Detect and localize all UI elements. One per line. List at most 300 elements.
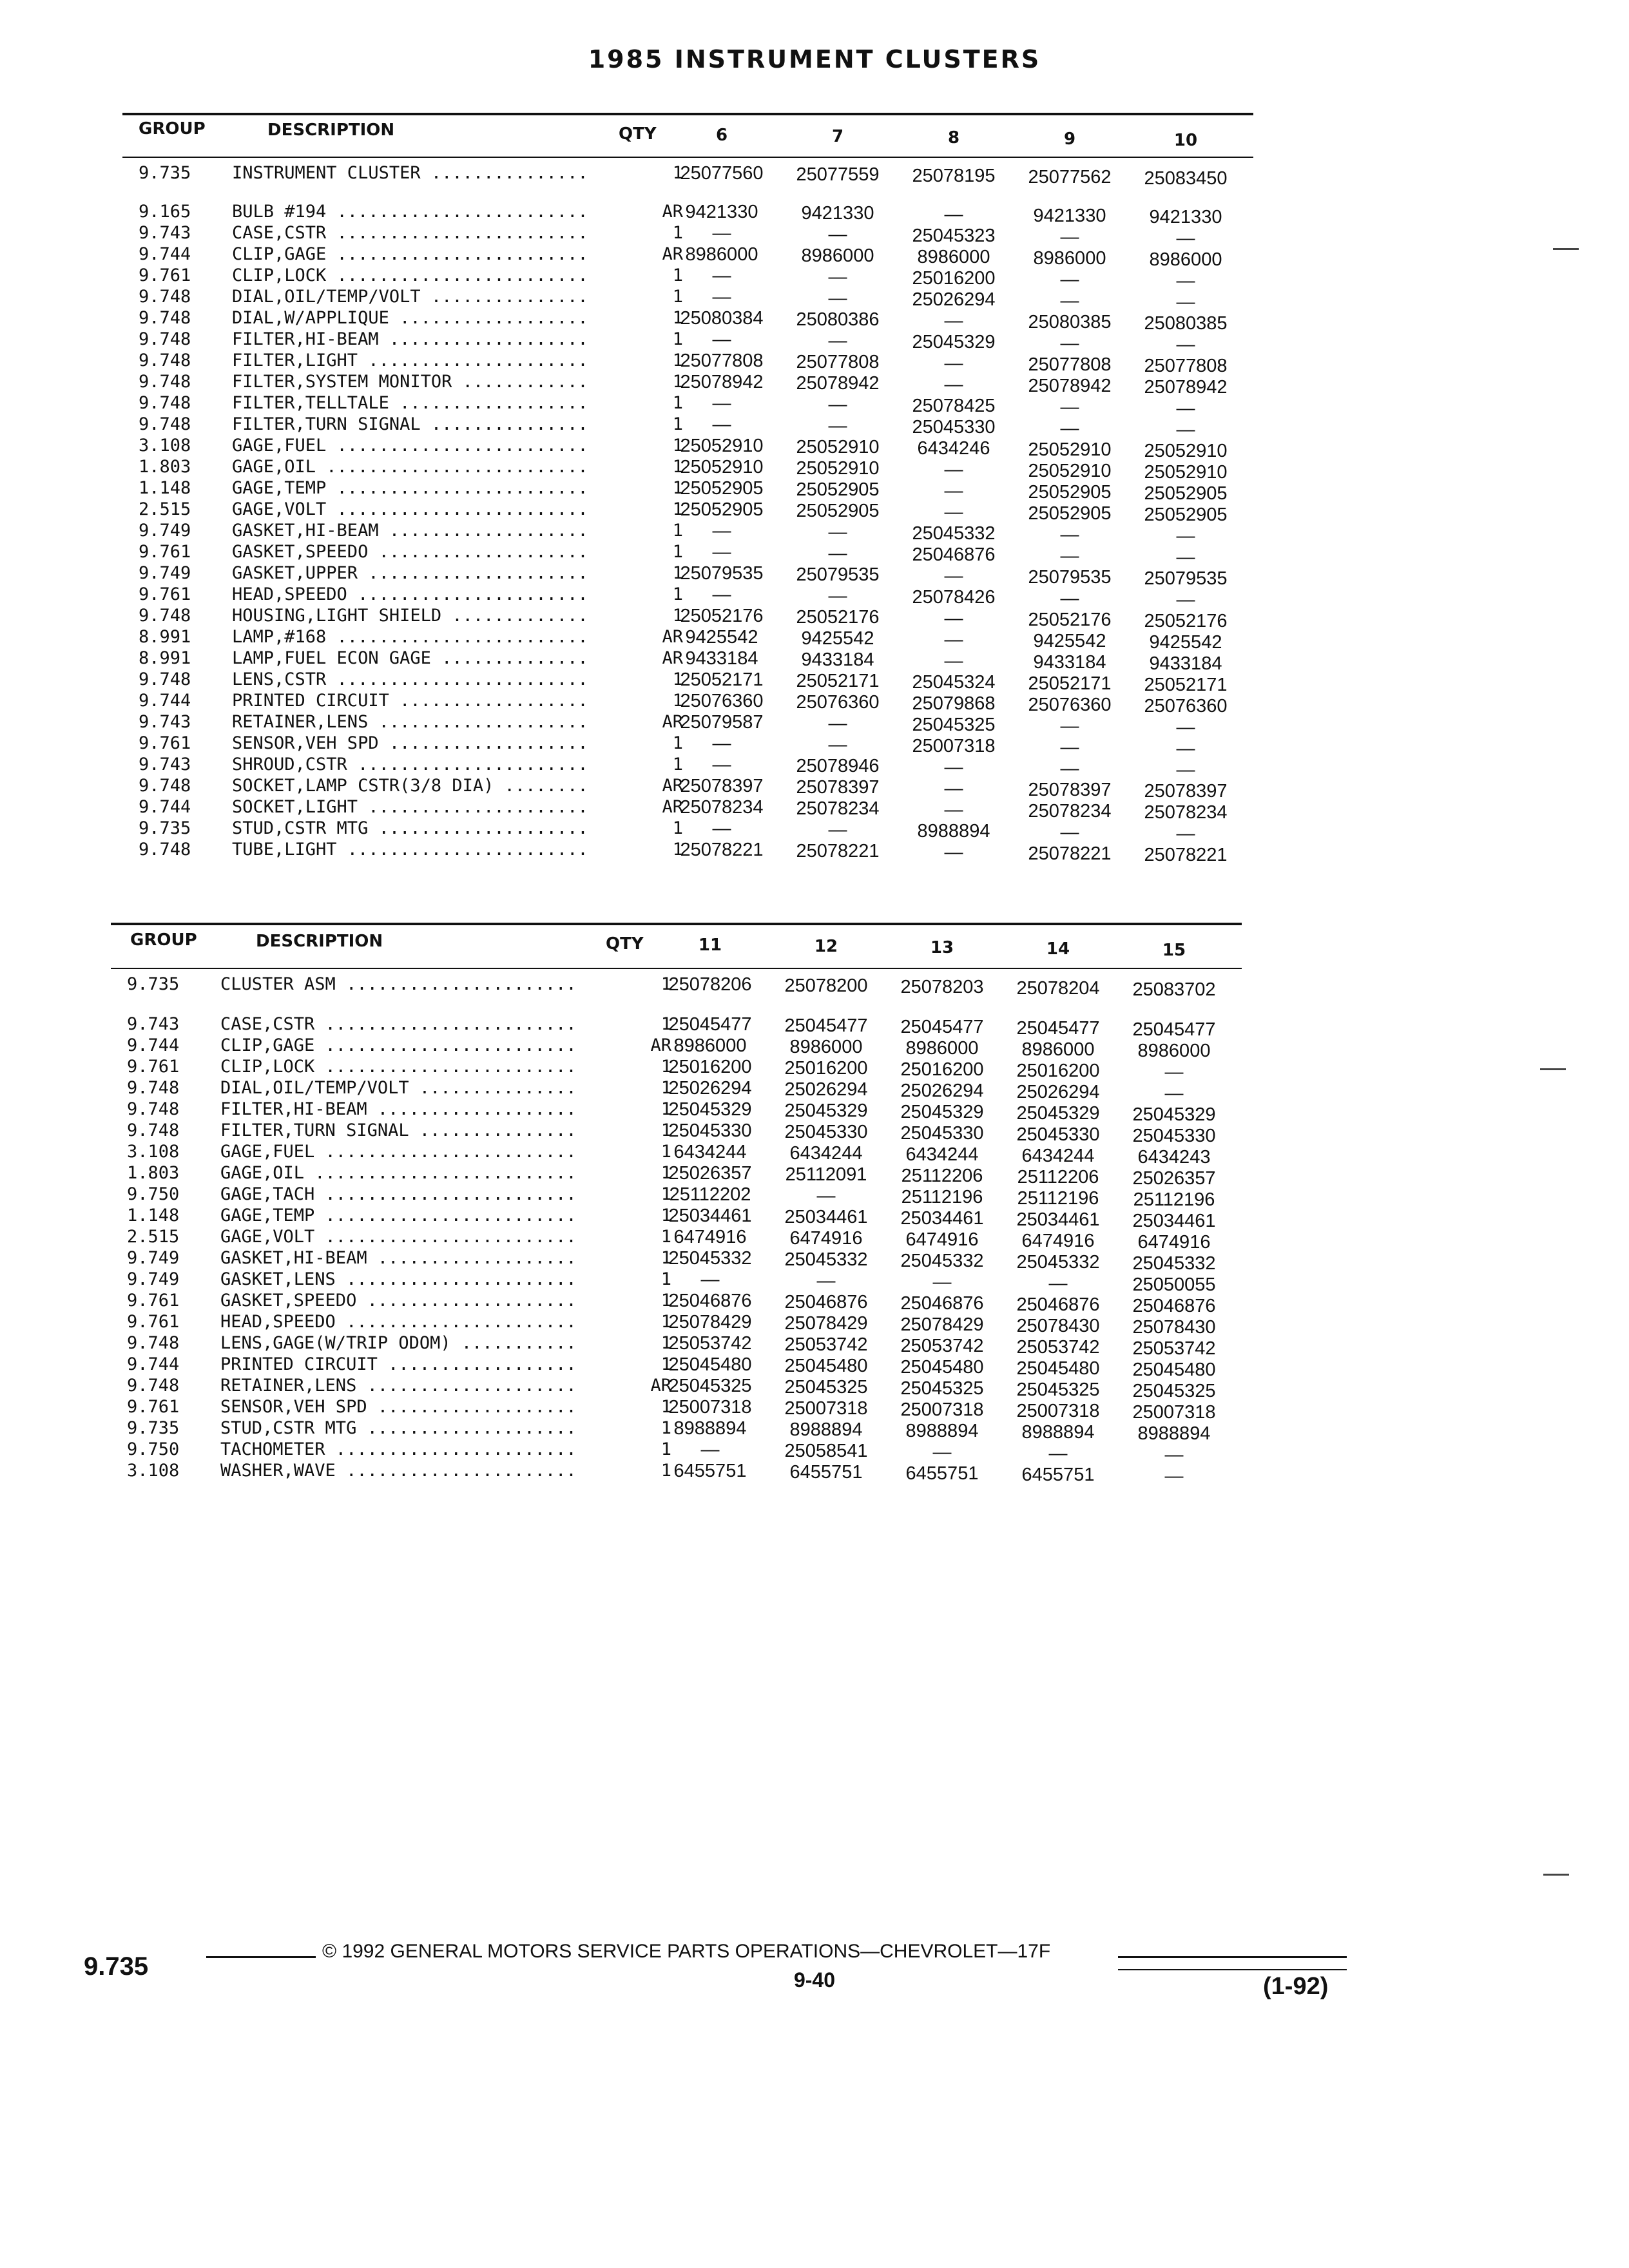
part-number: — <box>944 204 963 225</box>
part-number: 25078234 <box>1028 801 1112 822</box>
part-number: — <box>712 818 731 839</box>
quantity: 1 <box>660 1312 671 1332</box>
part-number: 25045480 <box>784 1356 868 1376</box>
quantity: 1 <box>660 1269 671 1289</box>
part-number: 25045477 <box>1016 1018 1100 1039</box>
part-number: 25079587 <box>680 712 764 733</box>
quantity: 1 <box>672 691 683 711</box>
table-1-body <box>139 163 1253 872</box>
part-description: GASKET,HI-BEAM ................... <box>220 1248 577 1268</box>
part-number: 8986000 <box>1021 1039 1095 1060</box>
part-description: TUBE,LIGHT ....................... <box>232 840 588 860</box>
part-number: 25078221 <box>680 840 764 860</box>
part-number: 25007318 <box>912 736 996 756</box>
part-number: 25045329 <box>668 1099 752 1120</box>
group-number: 9.749 <box>127 1269 180 1289</box>
group-number: 9.743 <box>139 712 191 732</box>
part-number: 25045324 <box>912 672 996 693</box>
group-number: 1.148 <box>139 478 191 498</box>
part-description: GASKET,LENS ...................... <box>220 1269 577 1289</box>
part-number: 25045477 <box>900 1017 984 1037</box>
part-number: 25078429 <box>900 1314 984 1335</box>
part-number: — <box>1176 334 1195 355</box>
margin-mark <box>1543 1874 1569 1876</box>
part-description: HEAD,SPEEDO ...................... <box>232 584 588 604</box>
group-number: 9.750 <box>127 1184 180 1204</box>
part-description: GASKET,SPEEDO .................... <box>220 1291 577 1311</box>
part-number: — <box>712 329 731 350</box>
group-number: 9.748 <box>127 1333 180 1353</box>
part-number: 25052176 <box>680 606 764 626</box>
part-number: — <box>944 842 963 863</box>
part-number: 25112202 <box>669 1184 751 1205</box>
part-number: — <box>944 629 963 650</box>
part-number: 25045325 <box>784 1377 868 1398</box>
part-number: 9421330 <box>801 203 874 224</box>
part-number: 25045480 <box>1016 1358 1100 1379</box>
part-number: — <box>828 543 847 564</box>
part-number: 25112196 <box>901 1187 983 1207</box>
part-description: GAGE,FUEL ........................ <box>232 436 588 456</box>
part-number: 25034461 <box>784 1207 868 1227</box>
part-number: — <box>712 414 731 435</box>
group-number: 9.743 <box>139 223 191 243</box>
quantity: 1 <box>660 1397 671 1417</box>
part-number: — <box>1176 590 1195 610</box>
part-number: 25034461 <box>1016 1209 1100 1230</box>
footer-rule-right <box>1118 1956 1347 1958</box>
group-number: 8.991 <box>139 648 191 668</box>
part-number: 25007318 <box>1132 1402 1216 1423</box>
group-number: 8.991 <box>139 627 191 647</box>
part-number: — <box>1048 1443 1068 1464</box>
part-description: DIAL,W/APPLIQUE .................. <box>232 308 588 328</box>
part-number: 25052905 <box>1028 503 1112 524</box>
part-number: 8988894 <box>673 1418 747 1439</box>
part-number: 25007318 <box>784 1398 868 1419</box>
part-number: 9433184 <box>685 648 758 669</box>
quantity: 1 <box>660 1206 671 1225</box>
part-description: PRINTED CIRCUIT .................. <box>232 691 588 711</box>
part-number: 25045332 <box>1016 1252 1100 1273</box>
part-number: 8988894 <box>905 1421 979 1441</box>
part-number: — <box>944 502 963 523</box>
page-title: 1985 INSTRUMENT CLUSTERS <box>588 45 1041 73</box>
group-number: 9.165 <box>139 202 191 222</box>
footer-page-number: 9-40 <box>793 1968 836 1992</box>
quantity: 1 <box>660 1120 671 1140</box>
footer-rule-left <box>206 1956 316 1958</box>
quantity: 1 <box>672 521 683 541</box>
part-number: 6434244 <box>789 1143 863 1164</box>
part-number: — <box>828 820 847 840</box>
part-number: 25052171 <box>1144 675 1228 695</box>
part-number: 25016200 <box>900 1059 984 1080</box>
part-number: 25077560 <box>680 163 764 184</box>
part-number: 9425542 <box>801 628 874 649</box>
part-number: — <box>816 1271 836 1291</box>
quantity: 1 <box>672 669 683 689</box>
part-number: — <box>932 1442 952 1463</box>
part-number: 25078397 <box>796 777 880 798</box>
part-number: 25112206 <box>1017 1167 1099 1187</box>
part-number: 25026357 <box>668 1163 752 1184</box>
table-1-header-col-3: 8 <box>947 128 960 148</box>
part-number: 25053742 <box>900 1336 984 1356</box>
part-number: 25112196 <box>1133 1189 1215 1210</box>
part-number: — <box>1060 737 1079 758</box>
part-description: SENSOR,VEH SPD ................... <box>220 1397 577 1417</box>
part-number: 25078426 <box>912 587 996 608</box>
part-number: 25007318 <box>900 1399 984 1420</box>
table-2-header-rule <box>111 968 1242 969</box>
part-number: — <box>712 733 731 754</box>
group-number: 9.735 <box>139 163 191 183</box>
quantity: 1 <box>660 1099 671 1119</box>
group-number: 9.744 <box>139 797 191 817</box>
part-number: — <box>828 331 847 351</box>
group-number: 3.108 <box>127 1142 180 1162</box>
part-description: PRINTED CIRCUIT .................. <box>220 1354 577 1374</box>
part-number: — <box>712 584 731 605</box>
group-number: 3.108 <box>127 1461 180 1481</box>
part-number: 25046876 <box>1132 1296 1216 1316</box>
part-number: 25052905 <box>1028 482 1112 503</box>
part-number: — <box>944 311 963 331</box>
part-number: 25052905 <box>680 478 764 499</box>
part-description: GASKET,UPPER ..................... <box>232 563 588 583</box>
part-description: HEAD,SPEEDO ...................... <box>220 1312 577 1332</box>
quantity: AR <box>650 1035 671 1055</box>
part-number: 25045480 <box>1132 1360 1216 1380</box>
part-number: — <box>1176 526 1195 546</box>
part-number: 25078425 <box>912 396 996 416</box>
part-description: LENS,GAGE(W/TRIP ODOM) ........... <box>220 1333 577 1353</box>
part-description: WASHER,WAVE ...................... <box>220 1461 577 1481</box>
part-number: — <box>944 778 963 799</box>
part-number: 25078429 <box>784 1313 868 1334</box>
part-number: 8986000 <box>1149 249 1222 270</box>
part-number: 6434246 <box>917 438 990 459</box>
quantity: 1 <box>660 974 671 994</box>
group-number: 9.748 <box>139 287 191 307</box>
group-number: 9.749 <box>139 563 191 583</box>
part-number: — <box>1060 758 1079 779</box>
part-number: — <box>1176 398 1195 419</box>
group-number: 9.761 <box>127 1312 180 1332</box>
part-number: 25026294 <box>900 1081 984 1101</box>
part-number: — <box>1060 333 1079 354</box>
part-description: FILTER,TURN SIGNAL ............... <box>232 414 588 434</box>
part-number: 25046876 <box>912 544 996 565</box>
group-number: 9.748 <box>127 1078 180 1098</box>
group-number: 9.748 <box>127 1376 180 1396</box>
part-number: 25076360 <box>796 692 880 713</box>
part-number: 25016200 <box>912 268 996 289</box>
margin-mark <box>1540 1068 1566 1070</box>
table-1-top-rule <box>122 113 1253 115</box>
quantity: 1 <box>672 606 683 626</box>
part-number: 25045330 <box>912 417 996 437</box>
part-number: 25026294 <box>1016 1082 1100 1102</box>
part-description: SOCKET,LAMP CSTR(3/8 DIA) ........ <box>232 776 588 796</box>
part-number: 25083702 <box>1132 979 1216 1000</box>
part-description: GAGE,TEMP ........................ <box>220 1206 577 1225</box>
group-number: 9.748 <box>139 840 191 860</box>
part-number: 25078221 <box>1144 845 1228 865</box>
part-number: — <box>1176 292 1195 312</box>
part-number: 25058541 <box>784 1441 868 1461</box>
table-1-header-col-5: 10 <box>1173 131 1198 150</box>
quantity: 1 <box>672 499 683 519</box>
part-number: 6474916 <box>789 1228 863 1249</box>
table-2-header-col-5: 15 <box>1162 941 1186 960</box>
group-number: 9.735 <box>127 1418 180 1438</box>
part-number: 25046876 <box>668 1291 752 1311</box>
part-description: GASKET,SPEEDO .................... <box>232 542 588 562</box>
table-1-header-group: GROUP <box>139 119 206 139</box>
part-number: 25052905 <box>1144 505 1228 525</box>
table-2 <box>111 923 1242 1490</box>
part-number: 25052910 <box>1144 462 1228 483</box>
part-number: 25052905 <box>1144 483 1228 504</box>
part-number: 25078942 <box>1028 376 1112 396</box>
quantity: 1 <box>672 393 683 413</box>
part-number: 25045325 <box>668 1376 752 1396</box>
part-number: 25052910 <box>680 457 764 477</box>
part-number: — <box>1176 760 1195 780</box>
part-number: 25080384 <box>680 308 764 329</box>
quantity: 1 <box>660 1163 671 1183</box>
part-number: — <box>944 481 963 501</box>
part-number: 25052910 <box>1144 441 1228 461</box>
group-number: 9.735 <box>127 974 180 994</box>
quantity: 1 <box>672 563 683 583</box>
group-number: 9.761 <box>139 733 191 753</box>
part-number: 6434243 <box>1137 1147 1211 1168</box>
footer-section-number: 9.735 <box>84 1952 149 1981</box>
quantity: AR <box>650 1376 671 1396</box>
group-number: 9.761 <box>139 542 191 562</box>
part-number: 25045330 <box>668 1120 752 1141</box>
part-number: 25045325 <box>1132 1381 1216 1401</box>
part-number: 25034461 <box>900 1208 984 1229</box>
part-description: RETAINER,LENS .................... <box>232 712 588 732</box>
part-description: CLIP,LOCK ........................ <box>220 1057 577 1077</box>
part-number: 25052171 <box>680 669 764 690</box>
part-number: 25079535 <box>1144 568 1228 589</box>
part-description: FILTER,HI-BEAM ................... <box>232 329 588 349</box>
part-number: 25045480 <box>668 1354 752 1375</box>
group-number: 9.744 <box>127 1354 180 1374</box>
part-number: 25052910 <box>796 458 880 479</box>
quantity: AR <box>662 244 683 264</box>
part-number: — <box>828 224 847 245</box>
part-description: FILTER,SYSTEM MONITOR ............ <box>232 372 588 392</box>
part-number: 25052905 <box>680 499 764 520</box>
quantity: 1 <box>672 372 683 392</box>
quantity: AR <box>662 627 683 647</box>
part-description: DIAL,OIL/TEMP/VOLT ............... <box>220 1078 577 1098</box>
part-number: 25045325 <box>1016 1379 1100 1400</box>
quantity: 1 <box>660 1184 671 1204</box>
group-number: 9.744 <box>139 691 191 711</box>
quantity: 1 <box>660 1418 671 1438</box>
part-number: 25077562 <box>1028 167 1112 187</box>
part-number: — <box>1176 271 1195 291</box>
part-number: 25078234 <box>796 798 880 819</box>
part-number: 6455751 <box>789 1462 863 1483</box>
group-number: 9.748 <box>139 372 191 392</box>
part-number: 9425542 <box>685 627 758 648</box>
part-number: 25078206 <box>668 974 752 995</box>
part-number: — <box>712 393 731 414</box>
part-number: — <box>1060 269 1079 290</box>
part-number: 25034461 <box>1132 1211 1216 1231</box>
group-number: 9.748 <box>139 393 191 413</box>
part-number: 25078942 <box>796 373 880 394</box>
quantity: 1 <box>672 163 683 183</box>
quantity: 1 <box>660 1439 671 1459</box>
part-number: 25079535 <box>796 564 880 585</box>
part-number: 25045325 <box>900 1378 984 1399</box>
part-description: SHROUD,CSTR ...................... <box>232 754 588 774</box>
part-number: 25053742 <box>1132 1338 1216 1359</box>
part-number: 6434244 <box>1021 1146 1095 1166</box>
part-number: 25045323 <box>912 226 996 246</box>
table-2-header-col-1: 11 <box>698 936 722 955</box>
part-number: — <box>828 586 847 606</box>
part-description: CLIP,GAGE ........................ <box>220 1035 577 1055</box>
part-number: 25078221 <box>1028 843 1112 864</box>
quantity: 1 <box>660 1227 671 1247</box>
group-number: 9.748 <box>139 351 191 370</box>
part-number: — <box>1176 228 1195 249</box>
part-number: 25045332 <box>784 1249 868 1270</box>
part-number: 8988894 <box>917 821 990 841</box>
part-number: 25112091 <box>785 1164 867 1185</box>
quantity: AR <box>662 712 683 732</box>
part-number: 25045332 <box>900 1251 984 1271</box>
part-description: LENS,CSTR ........................ <box>232 669 588 689</box>
part-number: 25078221 <box>796 841 880 861</box>
part-number: — <box>828 416 847 436</box>
quantity: AR <box>662 202 683 222</box>
part-number: — <box>828 267 847 287</box>
part-number: 25078195 <box>912 166 996 186</box>
part-number: 8988894 <box>1021 1422 1095 1443</box>
part-description: GAGE,TACH ........................ <box>220 1184 577 1204</box>
group-number: 9.749 <box>127 1248 180 1268</box>
part-description: LAMP,#168 ........................ <box>232 627 588 647</box>
quantity: 1 <box>660 1291 671 1311</box>
part-number: 25077808 <box>796 352 880 372</box>
part-number: 9433184 <box>1033 652 1106 673</box>
part-number: 25034461 <box>668 1206 752 1226</box>
part-number: 25078942 <box>680 372 764 392</box>
part-number: — <box>944 566 963 586</box>
part-number: 25078397 <box>680 776 764 796</box>
part-number: 25045329 <box>900 1102 984 1122</box>
part-number: 25052171 <box>796 671 880 691</box>
part-description: SENSOR,VEH SPD ................... <box>232 733 588 753</box>
part-number: — <box>944 459 963 480</box>
quantity: 1 <box>672 287 683 307</box>
part-description: FILTER,TELLTALE .................. <box>232 393 588 413</box>
part-number: 25077559 <box>796 164 880 185</box>
part-number: — <box>944 651 963 671</box>
part-number: 25046876 <box>900 1293 984 1314</box>
part-number: 25077808 <box>1144 356 1228 376</box>
part-number: 25052905 <box>796 479 880 500</box>
part-number: 8986000 <box>1137 1041 1211 1061</box>
quantity: 1 <box>672 754 683 774</box>
part-description: FILTER,HI-BEAM ................... <box>220 1099 577 1119</box>
part-number: 25045330 <box>1016 1124 1100 1145</box>
table-2-header-col-2: 12 <box>814 937 838 956</box>
group-number: 1.148 <box>127 1206 180 1225</box>
table-2-header-col-3: 13 <box>930 938 954 957</box>
quantity: 1 <box>660 1078 671 1098</box>
quantity: 1 <box>660 1461 671 1481</box>
part-number: 8986000 <box>789 1037 863 1057</box>
quantity: 1 <box>672 457 683 477</box>
quantity: AR <box>662 776 683 796</box>
part-number: 6474916 <box>1021 1231 1095 1251</box>
part-description: GAGE,VOLT ........................ <box>232 499 588 519</box>
quantity: 1 <box>672 436 683 456</box>
quantity: 1 <box>672 265 683 285</box>
part-number: — <box>1048 1273 1068 1294</box>
quantity: 1 <box>672 308 683 328</box>
part-description: RETAINER,LENS .................... <box>220 1376 577 1396</box>
part-number: 6474916 <box>1137 1232 1211 1253</box>
part-number: 25016200 <box>1016 1061 1100 1081</box>
part-number: 25052905 <box>796 501 880 521</box>
part-description: GASKET,HI-BEAM ................... <box>232 521 588 541</box>
part-number: 6455751 <box>1021 1465 1095 1485</box>
part-number: 25078203 <box>900 977 984 997</box>
part-number: 8988894 <box>789 1419 863 1440</box>
part-number: — <box>816 1186 836 1206</box>
group-number: 9.744 <box>127 1035 180 1055</box>
part-number: 25045329 <box>912 332 996 352</box>
part-number: 25053742 <box>784 1334 868 1355</box>
group-number: 9.735 <box>139 818 191 838</box>
part-number: — <box>1176 717 1195 738</box>
part-number: 25079535 <box>1028 567 1112 588</box>
quantity: 1 <box>660 1354 671 1374</box>
part-number: 25078234 <box>680 797 764 818</box>
group-number: 9.749 <box>139 521 191 541</box>
group-number: 9.761 <box>139 265 191 285</box>
part-description: BULB #194 ........................ <box>232 202 588 222</box>
group-number: 9.743 <box>127 1014 180 1034</box>
group-number: 2.515 <box>127 1227 180 1247</box>
part-number: — <box>712 754 731 775</box>
part-number: — <box>712 265 731 286</box>
part-number: 25112206 <box>901 1166 983 1186</box>
footer-copyright: © 1992 GENERAL MOTORS SERVICE PARTS OPERATIONS—CHEVROLET—17F <box>322 1941 1051 1962</box>
part-number: — <box>1164 1083 1184 1104</box>
part-number: 25046876 <box>1016 1294 1100 1315</box>
group-number: 9.761 <box>127 1057 180 1077</box>
part-number: 25045329 <box>1016 1103 1100 1124</box>
part-number: 25016200 <box>668 1057 752 1077</box>
part-number: — <box>1060 524 1079 545</box>
quantity: 1 <box>672 542 683 562</box>
part-number: 25053742 <box>1016 1337 1100 1358</box>
